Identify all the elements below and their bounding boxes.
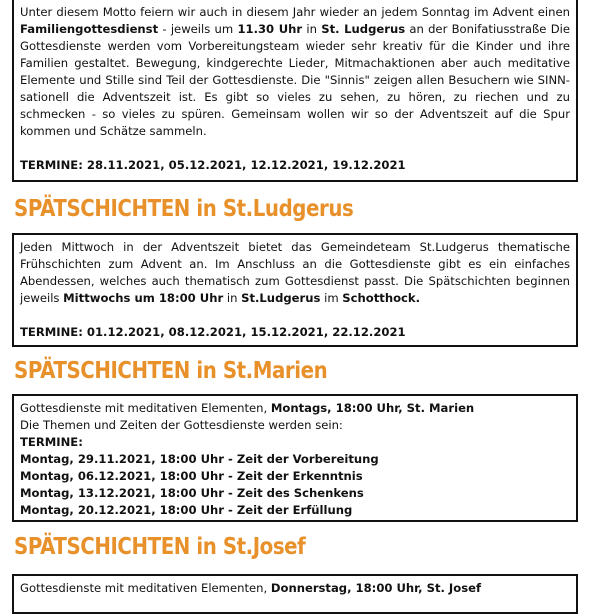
- text-segment: Jeden Mittwoch in der Adventszeit bietet das Gemeindeteam St.Ludgerus thematische Frühschichten zum Advent an. Im Anschluss an die Gottesdienste gibt es ein einfaches Abendessen, welches auch thematisch zum Gottesdienst passt. Die Spätschichten beginnen jeweils: [20, 240, 570, 305]
- familiengottesdienst-box: [12, 0, 578, 182]
- text-segment: im: [320, 291, 343, 305]
- bold-time: 11.30 Uhr: [237, 22, 303, 36]
- text-segment: Unter diesem Motto feiern wir auch in diesem Jahr wieder an jedem Sonntag im Advent einen: [20, 5, 570, 19]
- date-item: Montag, 20.12.2021, 18:00 Uhr - Zeit der Erfüllung: [20, 503, 353, 517]
- heading-spaetschichten-josef: SPÄTSCHICHTEN in St.Josef: [14, 534, 306, 560]
- date-item: Montag, 29.11.2021, 18:00 Uhr - Zeit der Vorbereitung: [20, 452, 379, 466]
- heading-spaetschichten-marien: SPÄTSCHICHTEN in St.Marien: [14, 358, 328, 384]
- familiengottesdienst-text: [20, 4, 570, 140]
- marien-termine-label: TERMINE:: [20, 435, 83, 449]
- josef-line-1: [20, 580, 570, 597]
- heading-spaetschichten-ludgerus: SPÄTSCHICHTEN in St.Ludgerus: [14, 196, 354, 222]
- bold-location: St. Ludgerus: [321, 22, 406, 36]
- marien-line-2: Die Themen und Zeiten der Gottesdienste werden sein:: [20, 418, 343, 432]
- bold-time-place: Donnerstag, 18:00 Uhr, St. Josef: [270, 581, 482, 595]
- marien-box: [12, 394, 578, 522]
- marien-line-1: [20, 400, 570, 417]
- bold-church: St.Ludgerus: [241, 291, 321, 305]
- bold-time-place: Montags, 18:00 Uhr, St. Marien: [270, 401, 475, 415]
- text-segment: - jeweils um: [158, 22, 238, 36]
- date-item: Montag, 06.12.2021, 18:00 Uhr - Zeit der Erkenntnis: [20, 469, 363, 483]
- termine-line: TERMINE: 28.11.2021, 05.12.2021, 12.12.2021, 19.12.2021: [20, 158, 406, 172]
- date-item: Montag, 13.12.2021, 18:00 Uhr - Zeit des Schenkens: [20, 486, 364, 500]
- text-segment: an der Bonifatiusstraße Die Gottesdienste werden vom Vorbereitungsteam wieder sehr kreativ für die Kinder und ihre Familien gestaltet. Bewegung, kindgerechte Lieder, Mitmachaktionen aber auch meditative Elemente und Stille sind Teil der Gottesdienste. Die "Sinnis" zeigen allen Besuchern wie SINN-sationell die Adventszeit ist. Es gibt so vieles zu sehen, zu hören, zu riechen und zu schmecken - so vieles zu spüren. Gemeinsam wollen wir so der Adventszeit auf die Spur kommen und Schätze sammeln.: [20, 22, 570, 138]
- marien-dates-list: [20, 451, 570, 519]
- termine-line: TERMINE: 01.12.2021, 08.12.2021, 15.12.2021, 22.12.2021: [20, 325, 406, 339]
- josef-box: [12, 574, 578, 614]
- ludgerus-box: [12, 233, 578, 347]
- bold-time: Mittwochs um 18:00 Uhr: [63, 291, 224, 305]
- bold-place: Schotthock.: [342, 291, 421, 305]
- text-segment: in: [223, 291, 242, 305]
- ludgerus-text: [20, 239, 570, 307]
- text-segment: Gottesdienste mit meditativen Elementen,: [20, 401, 271, 415]
- bold-familiengottesdienst: Familiengottesdienst: [20, 22, 159, 36]
- text-segment: Gottesdienste mit meditativen Elementen,: [20, 581, 271, 595]
- text-segment: in: [302, 22, 322, 36]
